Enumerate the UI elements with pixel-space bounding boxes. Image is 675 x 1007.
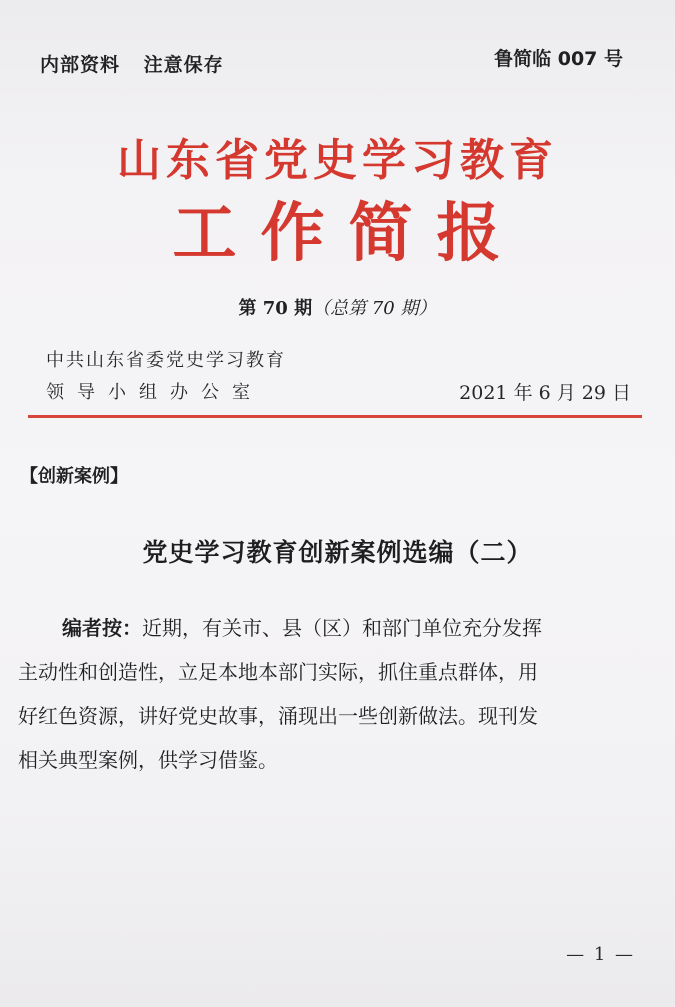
editor-note-lead: 编者按： — [62, 616, 142, 640]
editor-note-text-1: 近期，有关市、县（区）和部门单位充分发挥 — [142, 616, 542, 640]
issue-label: 第 70 期 — [238, 298, 313, 319]
article-title: 党史学习教育创新案例选编（二） — [142, 538, 533, 567]
editor-note-text-4: 相关典型案例，供学习借鉴。 — [18, 748, 278, 772]
editor-note — [18, 606, 658, 782]
editor-note-line — [18, 606, 658, 650]
section-category: 【创新案例】 — [20, 466, 128, 487]
publish-date: 2021 年 6 月 29 日 — [459, 382, 631, 404]
editor-note-text-3: 好红色资源，讲好党史故事，涌现出一些创新做法。现刊发 — [18, 704, 538, 728]
page-number: — 1 — — [566, 944, 635, 965]
issue-total: （总第 70 期） — [312, 298, 437, 319]
red-divider — [28, 415, 642, 418]
publisher-line2: 领导小组办公室 — [46, 382, 263, 403]
internal-label: 内部资料 — [40, 54, 121, 76]
editor-note-text-2: 主动性和创造性，立足本地本部门实际，抓住重点群体，用 — [18, 660, 538, 684]
serial-number: 鲁简临 007 号 — [494, 48, 623, 70]
masthead-title-line2: 工作简报 — [172, 196, 525, 271]
issue-number — [0, 294, 675, 320]
keep-label: 注意保存 — [143, 54, 224, 76]
internal-notice — [40, 50, 224, 77]
masthead-title-line1: 山东省党史学习教育 — [117, 135, 558, 186]
publisher-line1: 中共山东省委党史学习教育 — [46, 350, 286, 371]
